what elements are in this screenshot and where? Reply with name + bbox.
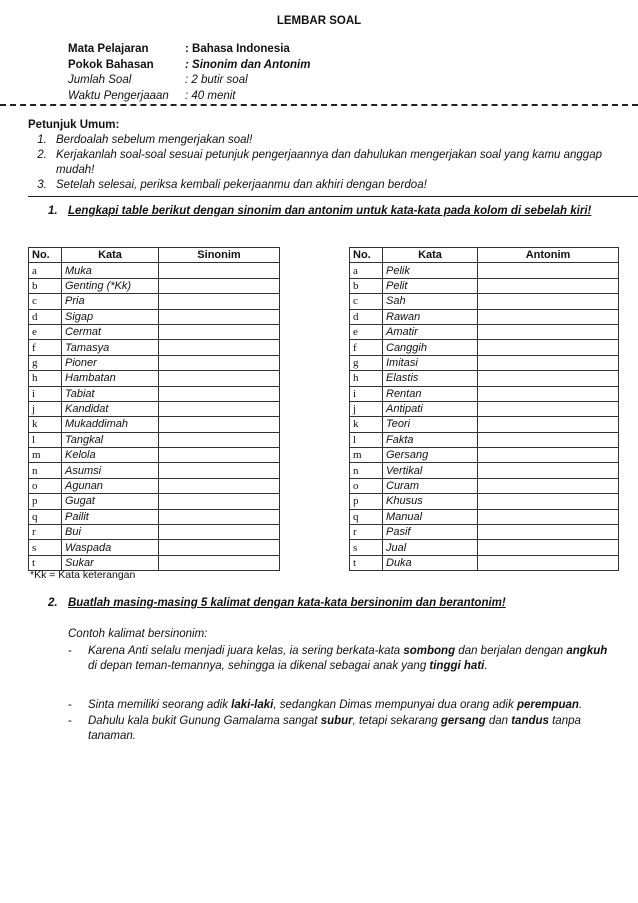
sentence-text: dan berjalan dengan — [455, 644, 567, 657]
table-row — [29, 309, 280, 324]
instruction-item: 3. Setelah selesai, periksa kembali pekerjaanmu dan akhiri dengan berdoa! — [50, 178, 618, 193]
keyword: perempuan — [516, 699, 579, 711]
row-letter: q — [29, 509, 62, 524]
question-1 — [48, 204, 608, 219]
row-letter: c — [29, 294, 62, 309]
row-letter: f — [29, 340, 62, 355]
row-word: Canggih — [383, 340, 478, 355]
row-word: Pioner — [62, 355, 159, 370]
bullet-dash: - — [68, 644, 72, 657]
row-word: Imitasi — [383, 355, 478, 370]
answer-cell — [159, 324, 280, 339]
sentence-text: Dahulu kala bukit Gunung Gamalama sangat — [88, 714, 321, 727]
row-letter: b — [350, 278, 383, 293]
row-letter: h — [350, 371, 383, 386]
sentence-text: , tetapi sekarang — [352, 714, 441, 727]
table-header: Antonim — [478, 248, 619, 263]
row-word: Sigap — [62, 309, 159, 324]
question-1-number: 1. — [48, 205, 58, 217]
meta-value: : Sinonim dan Antonim — [185, 58, 311, 71]
meta-info — [68, 42, 310, 104]
answer-cell — [478, 463, 619, 478]
row-letter: t — [29, 555, 62, 570]
table-row — [29, 386, 280, 401]
row-word: Jual — [383, 540, 478, 555]
table-row — [350, 401, 619, 416]
answer-cell — [159, 448, 280, 463]
answer-cell — [159, 340, 280, 355]
meta-value: : 40 menit — [185, 89, 236, 102]
row-word: Pelik — [383, 263, 478, 278]
row-letter: g — [350, 355, 383, 370]
answer-cell — [159, 401, 280, 416]
row-word: Amatir — [383, 324, 478, 339]
sentence-text: dan — [485, 714, 512, 727]
row-letter: b — [29, 278, 62, 293]
table-row — [350, 540, 619, 555]
row-word: Rentan — [383, 386, 478, 401]
table-row — [350, 448, 619, 463]
row-word: Curam — [383, 478, 478, 493]
question-1-text: Lengkapi table berikut dengan sinonim dan antonim untuk kata-kata pada kolom di sebelah kiri! — [68, 205, 592, 217]
row-word: Agunan — [62, 478, 159, 493]
row-letter: p — [29, 494, 62, 509]
row-letter: a — [29, 263, 62, 278]
answer-cell — [478, 324, 619, 339]
row-word: Tamasya — [62, 340, 159, 355]
answer-cell — [478, 509, 619, 524]
sentence-text: . — [484, 660, 488, 672]
row-word: Mukaddimah — [62, 417, 159, 432]
row-letter: s — [350, 540, 383, 555]
keyword: gersang — [440, 714, 486, 727]
row-letter: o — [350, 478, 383, 493]
answer-cell — [159, 263, 280, 278]
row-word: Duka — [383, 555, 478, 570]
answer-cell — [478, 278, 619, 293]
row-word: Pailit — [62, 509, 159, 524]
table-row — [350, 555, 619, 570]
row-word: Genting (*Kk) — [62, 278, 159, 293]
row-letter: l — [29, 432, 62, 447]
keyword: sombong — [403, 644, 456, 657]
row-word: Sukar — [62, 555, 159, 570]
row-letter: i — [350, 386, 383, 401]
table-row — [29, 509, 280, 524]
answer-cell — [159, 555, 280, 570]
table-row — [29, 401, 280, 416]
row-letter: d — [350, 309, 383, 324]
sentence-text: tanpa tanaman. — [88, 714, 581, 742]
row-letter: e — [350, 324, 383, 339]
row-word: Gugat — [62, 494, 159, 509]
table-row — [29, 448, 280, 463]
table-row — [350, 371, 619, 386]
synonym-examples-heading: Contoh kalimat bersinonim: — [68, 628, 208, 640]
general-instructions — [28, 118, 618, 193]
table-row — [29, 355, 280, 370]
table-row — [29, 263, 280, 278]
row-letter: c — [350, 294, 383, 309]
meta-row — [68, 89, 310, 105]
row-word: Fakta — [383, 432, 478, 447]
synonym-examples — [68, 627, 608, 675]
answer-cell — [159, 417, 280, 432]
answer-cell — [159, 463, 280, 478]
row-word: Cermat — [62, 324, 159, 339]
row-letter: j — [29, 401, 62, 416]
table-row — [350, 263, 619, 278]
meta-row — [68, 58, 310, 74]
row-letter: f — [350, 340, 383, 355]
answer-cell — [478, 263, 619, 278]
answer-cell — [478, 417, 619, 432]
row-letter: k — [29, 417, 62, 432]
answer-cell — [478, 494, 619, 509]
answer-cell — [159, 371, 280, 386]
row-letter: k — [350, 417, 383, 432]
footnote-kk: *Kk = Kata keterangan — [30, 569, 136, 581]
answer-cell — [478, 401, 619, 416]
row-letter: n — [29, 463, 62, 478]
table-row — [29, 371, 280, 386]
meta-row — [68, 73, 310, 89]
meta-row — [68, 42, 310, 58]
table-row — [29, 294, 280, 309]
table-row — [350, 309, 619, 324]
answer-cell — [478, 371, 619, 386]
antonym-table — [349, 247, 619, 571]
answer-cell — [159, 509, 280, 524]
row-word: Kelola — [62, 448, 159, 463]
row-letter: j — [350, 401, 383, 416]
row-word: Tabiat — [62, 386, 159, 401]
question-2-text: Buatlah masing-masing 5 kalimat dengan kata-kata bersinonim dan berantonim! — [68, 597, 506, 609]
row-letter: r — [350, 525, 383, 540]
antonym-examples — [68, 697, 608, 745]
row-letter: a — [350, 263, 383, 278]
row-word: Pasif — [383, 525, 478, 540]
row-letter: n — [350, 463, 383, 478]
table-row — [29, 494, 280, 509]
meta-label: Jumlah Soal — [68, 74, 132, 86]
answer-cell — [159, 309, 280, 324]
table-row — [29, 478, 280, 493]
table-row — [350, 432, 619, 447]
synonym-table — [28, 247, 280, 571]
row-word: Antipati — [383, 401, 478, 416]
table-row — [350, 525, 619, 540]
answer-cell — [478, 525, 619, 540]
sentence-text: di depan teman-temannya, sehingga ia dikenal sebagai anak yang — [88, 660, 430, 672]
answer-cell — [159, 540, 280, 555]
meta-value: : Bahasa Indonesia — [185, 43, 290, 55]
answer-cell — [159, 494, 280, 509]
meta-value: : 2 butir soal — [185, 74, 248, 86]
question-2 — [48, 596, 608, 612]
table-row — [350, 494, 619, 509]
instruction-item: 1. Berdoalah sebelum mengerjakan soal! — [50, 133, 618, 148]
table-row — [350, 294, 619, 309]
sentence-text: . — [578, 699, 583, 711]
keyword: tinggi hati — [429, 660, 485, 672]
answer-cell — [159, 432, 280, 447]
answer-cell — [478, 555, 619, 570]
answer-cell — [478, 340, 619, 355]
row-word: Khusus — [383, 494, 478, 509]
row-letter: i — [29, 386, 62, 401]
table-row — [29, 540, 280, 555]
table-row — [350, 509, 619, 524]
row-letter: l — [350, 432, 383, 447]
row-word: Teori — [383, 417, 478, 432]
answer-cell — [478, 478, 619, 493]
keyword: tandus — [511, 714, 549, 727]
answer-cell — [478, 540, 619, 555]
table-header: No. — [350, 248, 383, 263]
row-letter: o — [29, 478, 62, 493]
table-row — [350, 324, 619, 339]
row-word: Manual — [383, 509, 478, 524]
row-letter: h — [29, 371, 62, 386]
table-header: Kata — [62, 248, 159, 263]
table-row — [350, 278, 619, 293]
row-word: Pelit — [383, 278, 478, 293]
row-word: Rawan — [383, 309, 478, 324]
row-letter: g — [29, 355, 62, 370]
row-letter: d — [29, 309, 62, 324]
meta-label: Waktu Pengerjaaan — [68, 89, 169, 102]
table-row — [350, 386, 619, 401]
answer-cell — [159, 386, 280, 401]
question-2-number: 2. — [48, 597, 58, 609]
keyword: laki-laki — [231, 699, 274, 711]
row-letter: s — [29, 540, 62, 555]
row-letter: e — [29, 324, 62, 339]
row-word: Tangkal — [62, 432, 159, 447]
row-letter: t — [350, 555, 383, 570]
row-word: Elastis — [383, 371, 478, 386]
table-header: No. — [29, 248, 62, 263]
row-word: Gersang — [383, 448, 478, 463]
row-letter: p — [350, 494, 383, 509]
sentence-text: Karena Anti selalu menjadi juara kelas, ia sering berkata-kata — [88, 644, 404, 657]
row-word: Pria — [62, 294, 159, 309]
table-row — [29, 278, 280, 293]
answer-cell — [478, 309, 619, 324]
table-row — [29, 463, 280, 478]
answer-cell — [159, 294, 280, 309]
solid-divider — [28, 196, 638, 197]
sentence-text: Sinta memiliki seorang adik — [88, 699, 232, 711]
table-row — [29, 432, 280, 447]
row-word: Hambatan — [62, 371, 159, 386]
row-word: Vertikal — [383, 463, 478, 478]
answer-cell — [159, 355, 280, 370]
instructions-list — [28, 133, 618, 193]
answer-cell — [159, 478, 280, 493]
table-row — [29, 340, 280, 355]
table-row — [29, 525, 280, 540]
row-word: Kandidat — [62, 401, 159, 416]
bullet-dash: - — [68, 714, 72, 727]
answer-cell — [478, 386, 619, 401]
row-word: Asumsi — [62, 463, 159, 478]
instruction-item: 2. Kerjakanlah soal-soal sesuai petunjuk pengerjaannya dan dahulukan mengerjakan soal yang kamu anggap mudah! — [50, 148, 618, 178]
row-letter: q — [350, 509, 383, 524]
page-title: LEMBAR SOAL — [276, 15, 362, 27]
table-header: Sinonim — [159, 248, 280, 263]
table-row — [350, 417, 619, 432]
meta-label: Pokok Bahasan — [68, 58, 154, 71]
table-header: Kata — [383, 248, 478, 263]
table-row — [350, 478, 619, 493]
example-sentence — [68, 714, 608, 745]
bullet-dash: - — [68, 699, 72, 711]
table-row — [29, 324, 280, 339]
meta-label: Mata Pelajaran — [68, 43, 149, 55]
example-sentence — [68, 698, 608, 714]
keyword: subur — [320, 714, 353, 727]
keyword: angkuh — [566, 644, 608, 657]
sentence-text: , sedangkan Dimas mempunyai dua orang adik — [273, 699, 517, 711]
row-letter: r — [29, 525, 62, 540]
row-word: Waspada — [62, 540, 159, 555]
answer-cell — [478, 355, 619, 370]
answer-cell — [478, 294, 619, 309]
table-row — [350, 340, 619, 355]
row-letter: m — [29, 448, 62, 463]
row-word: Sah — [383, 294, 478, 309]
table-row — [350, 355, 619, 370]
dashed-divider — [0, 104, 638, 106]
instructions-heading: Petunjuk Umum: — [28, 119, 120, 131]
example-sentence — [68, 644, 608, 675]
row-letter: m — [350, 448, 383, 463]
table-row — [350, 463, 619, 478]
row-word: Bui — [62, 525, 159, 540]
answer-cell — [159, 525, 280, 540]
answer-cell — [478, 432, 619, 447]
table-row — [29, 417, 280, 432]
answer-cell — [478, 448, 619, 463]
row-word: Muka — [62, 263, 159, 278]
answer-cell — [159, 278, 280, 293]
